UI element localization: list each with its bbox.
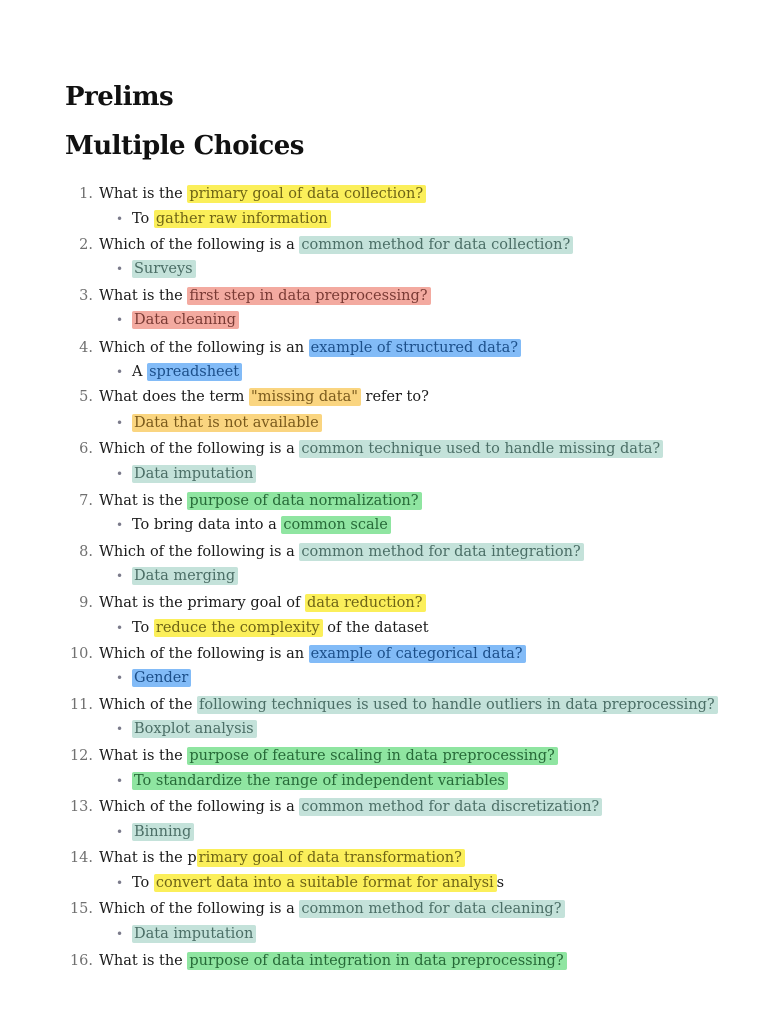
answer-text: [132, 668, 191, 688]
question-number: 11.: [69, 697, 93, 713]
page-title: Prelims: [65, 82, 174, 112]
highlight-red: Data cleaning: [132, 311, 239, 329]
answer-text: [132, 618, 429, 638]
text-segment: A: [132, 364, 148, 380]
highlight-teal: Boxplot analysis: [132, 720, 257, 738]
answer-text: [132, 873, 504, 893]
bullet-icon: •: [116, 313, 124, 327]
highlight-blue: example of categorical data?: [309, 645, 526, 663]
question-text: [99, 235, 573, 255]
text-segment: Which of the following is an: [99, 340, 309, 356]
highlight-green: purpose of data integration in data preprocessing?: [187, 952, 566, 970]
text-segment: What is the primary goal of: [99, 595, 305, 611]
text-segment: To: [132, 620, 154, 636]
bullet-icon: •: [116, 569, 124, 583]
text-segment: What is the: [99, 493, 188, 509]
highlight-green: common scale: [281, 516, 390, 534]
answer-text: [132, 413, 322, 433]
highlight-teal: Data imputation: [132, 465, 256, 483]
question-number: 13.: [69, 799, 93, 815]
question-number: 6.: [79, 441, 93, 457]
bullet-icon: •: [116, 518, 124, 532]
highlight-yellow: data reduction?: [305, 594, 426, 612]
question-text: [99, 848, 465, 868]
text-segment: To bring data into a: [132, 517, 282, 533]
question-number: 4.: [79, 340, 93, 356]
question-text: [99, 797, 602, 817]
bullet-icon: •: [116, 825, 124, 839]
highlight-teal: Data imputation: [132, 925, 256, 943]
question-number: 8.: [79, 544, 93, 560]
answer-text: [132, 515, 391, 535]
bullet-icon: •: [116, 467, 124, 481]
answer-text: [132, 566, 238, 586]
question-text: [99, 338, 521, 358]
bullet-icon: •: [116, 621, 124, 635]
text-segment: Which of the following is a: [99, 799, 300, 815]
text-segment: What is the: [99, 288, 188, 304]
bullet-icon: •: [116, 262, 124, 276]
text-segment: What does the term: [99, 389, 250, 405]
highlight-teal: following techniques is used to handle outliers in data preprocessing?: [197, 696, 718, 714]
highlight-yellow: convert data into a suitable format for analysi: [154, 874, 497, 892]
highlight-blue: spreadsheet: [147, 363, 242, 381]
question-text: [99, 746, 558, 766]
question-number: 1.: [79, 186, 93, 202]
bullet-icon: •: [116, 365, 124, 379]
answer-text: [132, 310, 239, 330]
answer-text: [132, 464, 256, 484]
highlight-teal: Data merging: [132, 567, 238, 585]
question-text: [99, 184, 426, 204]
highlight-teal: common method for data discretization?: [299, 798, 602, 816]
highlight-teal: common method for data integration?: [299, 543, 583, 561]
question-number: 2.: [79, 237, 93, 253]
question-number: 9.: [79, 595, 93, 611]
text-segment: s: [496, 875, 505, 891]
question-number: 7.: [79, 493, 93, 509]
highlight-yellow: rimary goal of data transformation?: [197, 849, 465, 867]
answer-text: [132, 209, 331, 229]
answer-text: [132, 259, 196, 279]
answer-text: [132, 771, 508, 791]
text-segment: Which of the following is a: [99, 441, 300, 457]
answer-text: [132, 924, 256, 944]
text-segment: of the dataset: [322, 620, 429, 636]
question-text: [99, 695, 718, 715]
section-heading: Multiple Choices: [65, 131, 304, 161]
question-number: 12.: [69, 748, 93, 764]
highlight-yellow: gather raw information: [154, 210, 331, 228]
highlight-blue: Gender: [132, 669, 191, 687]
question-text: [99, 439, 663, 459]
highlight-teal: common technique used to handle missing data?: [299, 440, 663, 458]
question-number: 3.: [79, 288, 93, 304]
highlight-teal: Binning: [132, 823, 194, 841]
highlight-green: To standardize the range of independent variables: [132, 772, 508, 790]
question-number: 10.: [69, 646, 93, 662]
text-segment: Which of the: [99, 697, 198, 713]
question-text: [99, 286, 431, 306]
highlight-orange: "missing data": [249, 388, 361, 406]
question-text: [99, 644, 526, 664]
text-segment: What is the p: [99, 850, 197, 866]
bullet-icon: •: [116, 671, 124, 685]
question-number: 5.: [79, 389, 93, 405]
highlight-orange: Data that is not available: [132, 414, 322, 432]
text-segment: Which of the following is an: [99, 646, 309, 662]
question-text: [99, 951, 567, 971]
bullet-icon: •: [116, 774, 124, 788]
text-segment: refer to?: [360, 389, 429, 405]
question-number: 15.: [69, 901, 93, 917]
answer-text: [132, 362, 242, 382]
text-segment: What is the: [99, 186, 188, 202]
bullet-icon: •: [116, 212, 124, 226]
question-text: [99, 593, 426, 613]
text-segment: To: [132, 875, 154, 891]
highlight-teal: common method for data collection?: [299, 236, 573, 254]
highlight-red: first step in data preprocessing?: [187, 287, 430, 305]
text-segment: What is the: [99, 953, 188, 969]
text-segment: Which of the following is a: [99, 901, 300, 917]
question-text: [99, 387, 429, 407]
bullet-icon: •: [116, 416, 124, 430]
text-segment: Which of the following is a: [99, 237, 300, 253]
text-segment: What is the: [99, 748, 188, 764]
question-number: 16.: [69, 953, 93, 969]
question-number: 14.: [69, 850, 93, 866]
highlight-yellow: primary goal of data collection?: [187, 185, 426, 203]
highlight-yellow: reduce the complexity: [154, 619, 323, 637]
highlight-teal: Surveys: [132, 260, 196, 278]
bullet-icon: •: [116, 876, 124, 890]
question-text: [99, 899, 565, 919]
highlight-blue: example of structured data?: [309, 339, 521, 357]
highlight-green: purpose of data normalization?: [187, 492, 421, 510]
bullet-icon: •: [116, 927, 124, 941]
highlight-teal: common method for data cleaning?: [299, 900, 564, 918]
question-text: [99, 491, 422, 511]
text-segment: Which of the following is a: [99, 544, 300, 560]
highlight-green: purpose of feature scaling in data preprocessing?: [187, 747, 557, 765]
answer-text: [132, 719, 257, 739]
bullet-icon: •: [116, 722, 124, 736]
answer-text: [132, 822, 194, 842]
text-segment: To: [132, 211, 154, 227]
question-text: [99, 542, 584, 562]
